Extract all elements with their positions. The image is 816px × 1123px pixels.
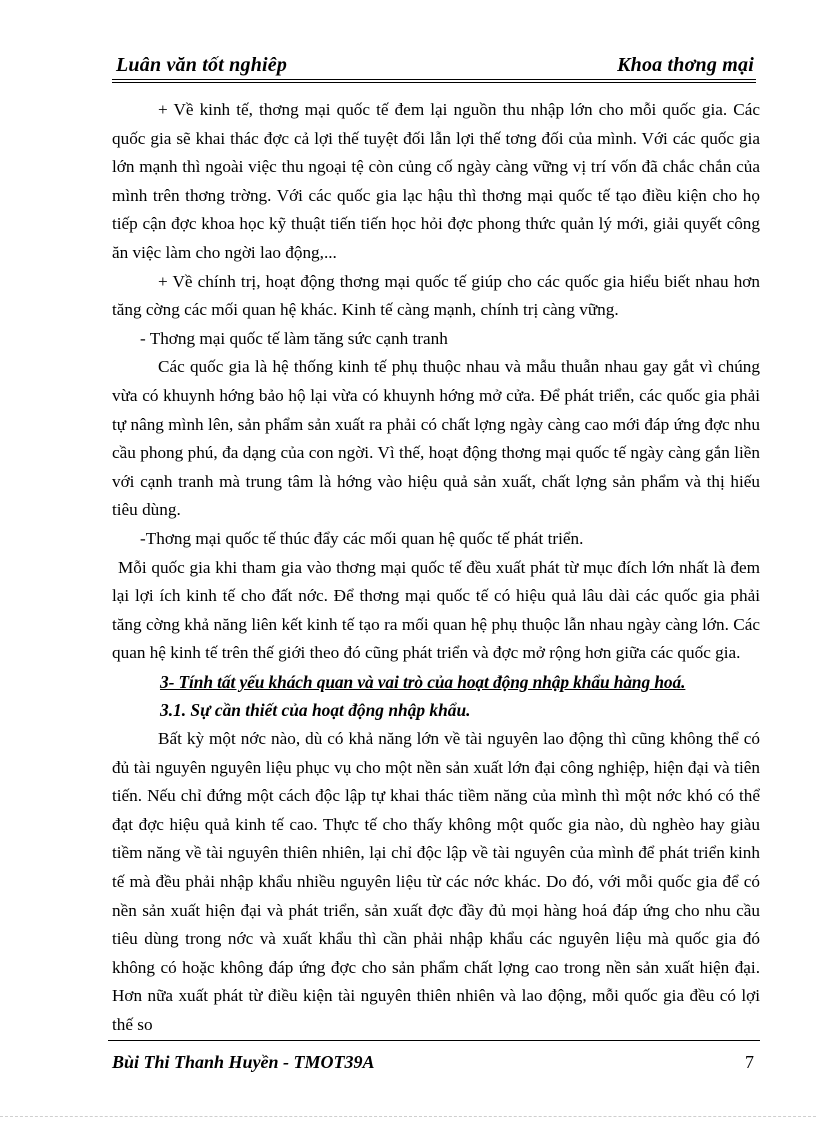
footer-divider: [108, 1040, 760, 1041]
paragraph-political: + Về chính trị, hoạt động thơng mại quốc tế giúp cho các quốc gia hiểu biết nhau hơn tăng cờng các mối quan hệ khác. Kinh tế càng mạnh, chính trị càng vững.: [112, 271, 760, 320]
paragraph-relations-title: -Thơng mại quốc tế thúc đẩy các mối quan hệ quốc tế phát triển.: [140, 528, 584, 548]
paragraph-import-necessity: Bất kỳ một nớc nào, dù có khả năng lớn về tài nguyên lao động thì cũng không thể có đủ tài nguyên nguyên liệu phục vụ cho một nền sản xuất lớn đại công nghiệp, hiện đại và tiên tiến. Nếu chỉ đứng một cách độc lập tự khai thác tiềm năng của mình thì một nớc khó có thể đạt đợc hiệu quả kinh tế cao. Thực tế cho thấy không một quốc gia nào, dù nghèo hay giàu tiềm năng về tài nguyên thiên nhiên, lại chỉ độc lập về tài nguyên của mình để phát triển kinh tế mà đều phải nhập khẩu nhiều nguyên liệu từ các nớc khác. Do đó, với mỗi quốc gia để có nền sản xuất hiện đại và phát triển, sản xuất đợc đầy đủ mọi hàng hoá đáp ứng cho nhu cầu tiêu dùng trong nớc và xuất khẩu thì cần phải nhập khẩu các nguyên liệu mà quốc gia đó không có hoặc không đáp ứng đợc cho sản phẩm chất lợng cao trong nền sản xuất hiện đại. Hơn nữa xuất phát từ điều kiện tài nguyên thiên nhiên và lao động, mỗi quốc gia đều có lợi thế so: [112, 729, 760, 1034]
header-divider: [112, 79, 756, 83]
header-thesis-title: Luân văn tốt nghiêp: [116, 54, 288, 76]
paragraph-relations: Mỗi quốc gia khi tham gia vào thơng mại quốc tế đều xuất phát từ mục đích lớn nhất là đem lại lợi ích kinh tế cho đất nớc. Để thơng mại quốc tế có hiệu quả lâu dài các quốc gia phải tăng cờng khả năng liên kết kinh tế tạo ra mối quan hệ phụ thuộc lẫn nhau ngày càng lớn. Các quan hệ kinh tế trên thế giới theo đó cũng phát triển và đợc mở rộng hơn giữa các quốc gia.: [112, 557, 760, 663]
paragraph-competition-title: - Thơng mại quốc tế làm tăng sức cạnh tranh: [140, 328, 448, 348]
subsection-heading: 3.1. Sự cần thiết của hoạt động nhập khẩu.: [160, 700, 471, 721]
header-faculty-name: Khoa thơng mại: [617, 54, 754, 76]
page-header: [116, 50, 754, 80]
page-number: 7: [745, 1052, 754, 1072]
page-footer: [112, 1052, 758, 1080]
section-heading: 3- Tính tất yếu khách quan và vai trò của hoạt động nhập khẩu hàng hoá.: [160, 671, 686, 692]
footer-author: Bùi Thi Thanh Huyền - TMOT39A: [112, 1052, 375, 1072]
document-body: [112, 96, 760, 1040]
paragraph-competition: Các quốc gia là hệ thống kinh tế phụ thuộc nhau và mẫu thuẫn nhau gay gắt vì chúng vừa có khuynh hớng bảo hộ lại vừa có khuynh hớng mở cửa. Để phát triển, các quốc gia phải tự nâng mình lên, sản phẩm sản xuất ra phải có chất lợng ngày càng cao mới đáp ứng đợc nhu cầu phong phú, đa dạng của con ngời. Vì thế, hoạt động thơng mại quốc tế ngày càng gắn liền với cạnh tranh mà trung tâm là hớng vào hiệu quả sản xuất, chất lợng sản phẩm và thị hiếu tiêu dùng.: [112, 357, 760, 520]
paragraph-economic: + Về kinh tế, thơng mại quốc tế đem lại nguồn thu nhập lớn cho mỗi quốc gia. Các quốc gia sẽ khai thác đợc cả lợi thế tuyệt đối lẫn lợi thế tơng đối của mình. Với các quốc gia lớn mạnh thì ngoài việc thu ngoại tệ còn củng cố ngày càng vững vị trí vốn đã chắc chắn của mình trên thơng trờng. Với các quốc gia lạc hậu thì thơng mại quốc tế tạo điều kiện cho họ tiếp cận đợc khoa học kỹ thuật tiến tiến học hỏi đợc phong thức quản lý mới, giải quyết công ăn việc làm cho ngời lao động,...: [112, 100, 760, 262]
page-edge-divider: [0, 1116, 816, 1117]
